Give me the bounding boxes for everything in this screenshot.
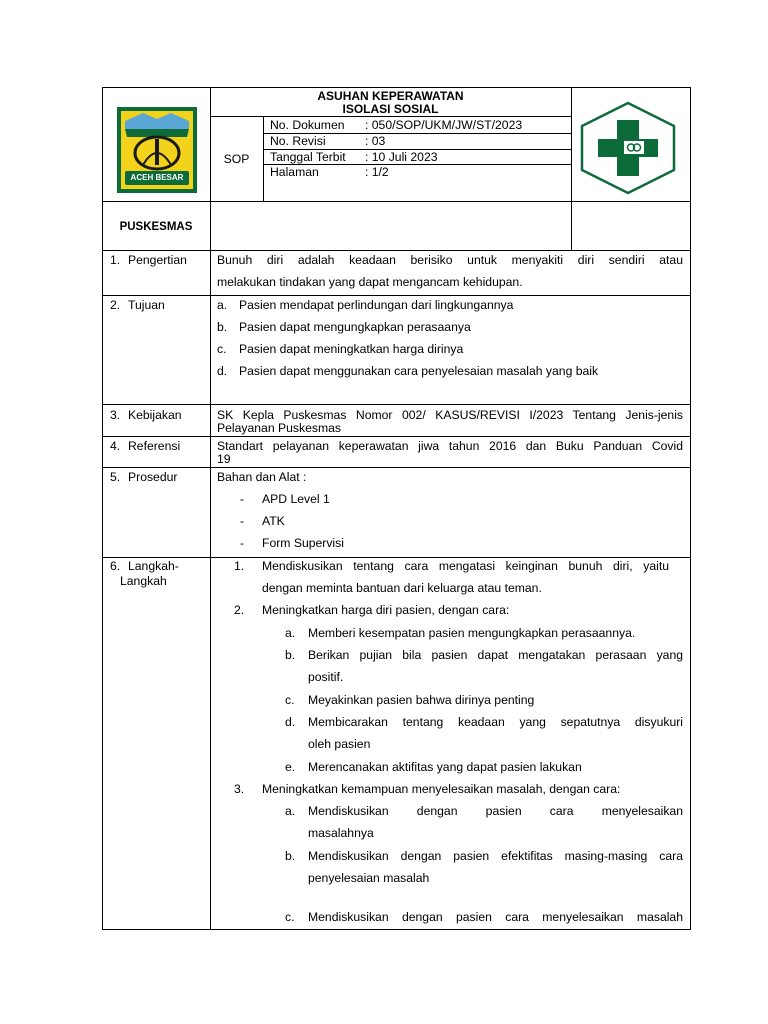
prosedur-dash-3: -: [240, 536, 245, 550]
document-title: ASUHAN KEPERAWATAN: [317, 89, 464, 103]
step2-sub-b-text-line1: Berikan pujian bila pasien dapat mengatakan perasaan yang: [308, 648, 683, 662]
referensi-text-line2: 19: [217, 452, 231, 466]
step2-sub-a-marker: a.: [285, 626, 296, 640]
step3-sub-b-text-line2: penyelesaian masalah: [308, 871, 430, 885]
prosedur-item-3: Form Supervisi: [262, 536, 344, 550]
pengertian-number: 1.: [110, 253, 121, 267]
tujuan-label: Tujuan: [128, 298, 165, 312]
step2-sub-d-text-line1: Membicarakan tentang keadaan yang sepatutnya disyukuri: [308, 715, 683, 729]
tujuan-marker-b: b.: [217, 320, 228, 334]
tujuan-item-a: Pasien mendapat perlindungan dari lingkungannya: [239, 298, 514, 312]
prosedur-dash-2: -: [240, 514, 245, 528]
prosedur-intro: Bahan dan Alat :: [217, 470, 307, 484]
step2-sub-b-marker: b.: [285, 648, 296, 662]
prosedur-label: Prosedur: [128, 470, 178, 484]
meta-issue-date-value: : 10 Juli 2023: [365, 150, 438, 164]
step2-sub-a-text: Memberi kesempatan pasien mengungkapkan perasaannya.: [308, 626, 636, 640]
step2-sub-c-marker: c.: [285, 693, 295, 707]
prosedur-item-1: APD Level 1: [262, 492, 330, 506]
tujuan-item-d: Pasien dapat menggunakan cara penyelesaian masalah yang baik: [239, 364, 599, 378]
step3-sub-b-text-line1: Mendiskusikan dengan pasien efektifitas masing-masing cara: [308, 849, 683, 863]
step3-sub-a-text-line2: masalahnya: [308, 826, 374, 840]
meta-page-value: : 1/2: [365, 165, 389, 179]
step2-marker: 2.: [234, 603, 245, 617]
step3-marker: 3.: [234, 782, 245, 796]
step2-text: Meningkatkan harga diri pasien, dengan cara:: [262, 603, 510, 617]
crest-banner-text: ACEH BESAR: [130, 173, 184, 182]
tujuan-item-c: Pasien dapat meningkatkan harga dirinya: [239, 342, 464, 356]
pengertian-text-line1: Bunuh diri adalah keadaan berisiko untuk menyakiti diri sendiri atau: [217, 253, 683, 267]
step2-sub-e-marker: e.: [285, 760, 296, 774]
pengertian-label: Pengertian: [128, 253, 187, 267]
step1-marker: 1.: [234, 559, 245, 573]
step1-text-line2: dengan meminta bantuan dari keluarga atau teman.: [262, 581, 542, 595]
step3-sub-a-text-line1: Mendiskusikan dengan pasien cara menyelesaikan: [308, 804, 683, 818]
document-subtitle: ISOLASI SOSIAL: [342, 102, 439, 116]
meta-revision-value: : 03: [365, 134, 386, 148]
prosedur-number: 5.: [110, 470, 121, 484]
tujuan-item-b: Pasien dapat mengungkapkan perasaanya: [239, 320, 471, 334]
kebijakan-text-line2: Pelayanan Puskesmas: [217, 421, 341, 435]
step2-sub-b-text-line2: positif.: [308, 670, 344, 684]
step2-sub-d-marker: d.: [285, 715, 296, 729]
kebijakan-label: Kebijakan: [128, 408, 182, 422]
meta-issue-date-label: Tanggal Terbit: [270, 150, 346, 164]
district-crest-logo: [117, 107, 197, 193]
tujuan-marker-c: c.: [217, 342, 227, 356]
referensi-label: Referensi: [128, 439, 181, 453]
kebijakan-text-line1: SK Kepla Puskesmas Nomor 002/ KASUS/REVISI I/2023 Tentang Jenis-jenis: [217, 408, 683, 422]
tujuan-marker-d: d.: [217, 364, 228, 378]
step2-sub-e-text: Merencanakan aktifitas yang dapat pasien lakukan: [308, 760, 582, 774]
tujuan-marker-a: a.: [217, 298, 228, 312]
step2-sub-d-text-line2: oleh pasien: [308, 737, 371, 751]
meta-doc-number-value: : 050/SOP/UKM/JW/ST/2023: [365, 118, 523, 132]
prosedur-dash-1: -: [240, 492, 245, 506]
step3-sub-b-marker: b.: [285, 849, 296, 863]
langkah-label-line2: Langkah: [120, 574, 167, 588]
sop-label: SOP: [223, 152, 250, 166]
puskesmas-label: PUSKESMAS: [119, 221, 193, 233]
step3-sub-c-marker: c.: [285, 910, 295, 924]
pengertian-text-line2: melakukan tindakan yang dapat mengancam kehidupan.: [217, 275, 523, 289]
step3-sub-c-text-line1: Mendiskusikan dengan pasien cara menyelesaikan masalah: [308, 910, 683, 924]
langkah-number: 6.: [110, 559, 121, 573]
meta-doc-number-label: No. Dokumen: [270, 118, 345, 132]
meta-page-label: Halaman: [270, 165, 319, 179]
kebijakan-number: 3.: [110, 408, 121, 422]
tujuan-number: 2.: [110, 298, 121, 312]
meta-revision-label: No. Revisi: [270, 134, 326, 148]
step1-text-line1: Mendiskusikan tentang cara mengatasi keinginan bunuh diri, yaitu: [262, 559, 669, 573]
step3-text: Meningkatkan kemampuan menyelesaikan masalah, dengan cara:: [262, 782, 621, 796]
referensi-number: 4.: [110, 439, 121, 453]
puskesmas-cross-logo: [578, 100, 678, 196]
prosedur-item-2: ATK: [262, 514, 285, 528]
step2-sub-c-text: Meyakinkan pasien bahwa dirinya penting: [308, 693, 535, 707]
referensi-text-line1: Standart pelayanan keperawatan jiwa tahun 2016 dan Buku Panduan Covid: [217, 439, 683, 453]
step3-sub-a-marker: a.: [285, 804, 296, 818]
langkah-label-line1: Langkah-: [128, 559, 179, 573]
